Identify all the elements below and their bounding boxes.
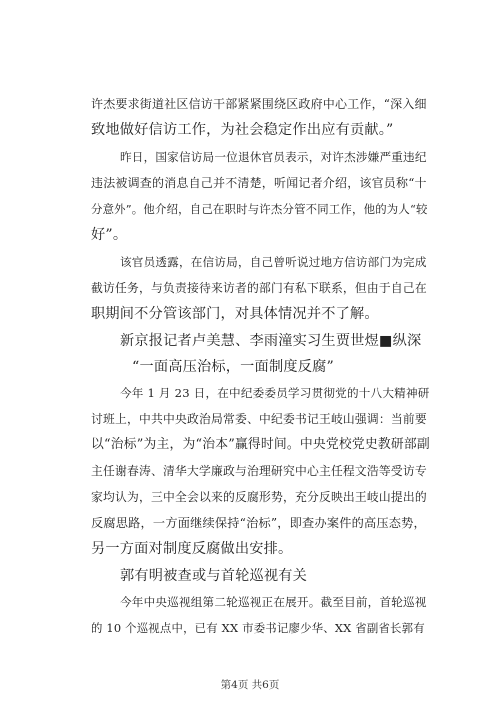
byline: 新京报记者卢美慧、李雨潼实习生贾世煜■纵深 bbox=[120, 333, 422, 349]
paragraph-line: 另一方面对制度反腐做出安排。 bbox=[91, 541, 293, 557]
paragraph-line: 的 10 个巡视点中，已有 XX 市委书记廖少华、XX 省副省长郭有 bbox=[91, 621, 425, 635]
paragraph-line: 今年中央巡视组第二轮巡视正在展开。截至目前，首轮巡视 bbox=[120, 595, 427, 609]
paragraph-line: 分意外”。他介绍，自己在职时与许杰分管不同工作，他的为人“较 bbox=[91, 202, 428, 216]
paragraph-line: 以“治标”为主，为“治本”赢得时间。中央党校党史教研部副 bbox=[91, 437, 430, 452]
paragraph-line: 违法被调查的消息自己并不清楚，听闻记者介绍，该官员称“十 bbox=[91, 176, 427, 190]
paragraph-line: 讨班上，中共中央政治局常委、中纪委书记王岐山强调：当前要 bbox=[91, 412, 427, 426]
paragraph-line: 该官员透露，在信访局，自己曾听说过地方信访部门为完成 bbox=[120, 255, 427, 269]
paragraph-line: 职期间不分管该部门，对具体情况并不了解。 bbox=[91, 306, 379, 322]
paragraph-line: 家均认为，三中全会以来的反腐形势，充分反映出王岐山提出的 bbox=[91, 490, 427, 504]
paragraph-line: 反腐思路，一方面继续保持“治标”，即查办案件的高压态势， bbox=[91, 516, 426, 530]
paragraph-line: 昨日，国家信访局一位退休官员表示，对许杰涉嫌严重违纪 bbox=[120, 150, 427, 164]
paragraph-line: 许杰要求街道社区信访干部紧紧围绕区政府中心工作，“深入细 bbox=[91, 97, 427, 111]
paragraph-line: 致地做好信访工作，为社会稳定作出应有贡献。” bbox=[91, 122, 394, 138]
page-footer: 第4页 共6页 bbox=[220, 679, 280, 691]
paragraph-line: 今年 1 月 23 日，在中纪委委员学习贯彻党的十八大精神研 bbox=[120, 386, 430, 400]
section-heading: “一面高压治标，一面制度反腐” bbox=[132, 359, 334, 375]
section-heading: 郭有明被查或与首轮巡视有关 bbox=[120, 568, 308, 584]
paragraph-line: 主任谢春涛、清华大学廉政与治理研究中心主任程文浩等受访专 bbox=[91, 464, 427, 478]
paragraph-line: 好”。 bbox=[91, 227, 128, 243]
paragraph-line: 截访任务，与负责接待来访者的部门有私下联系，但由于自己在 bbox=[91, 281, 427, 295]
